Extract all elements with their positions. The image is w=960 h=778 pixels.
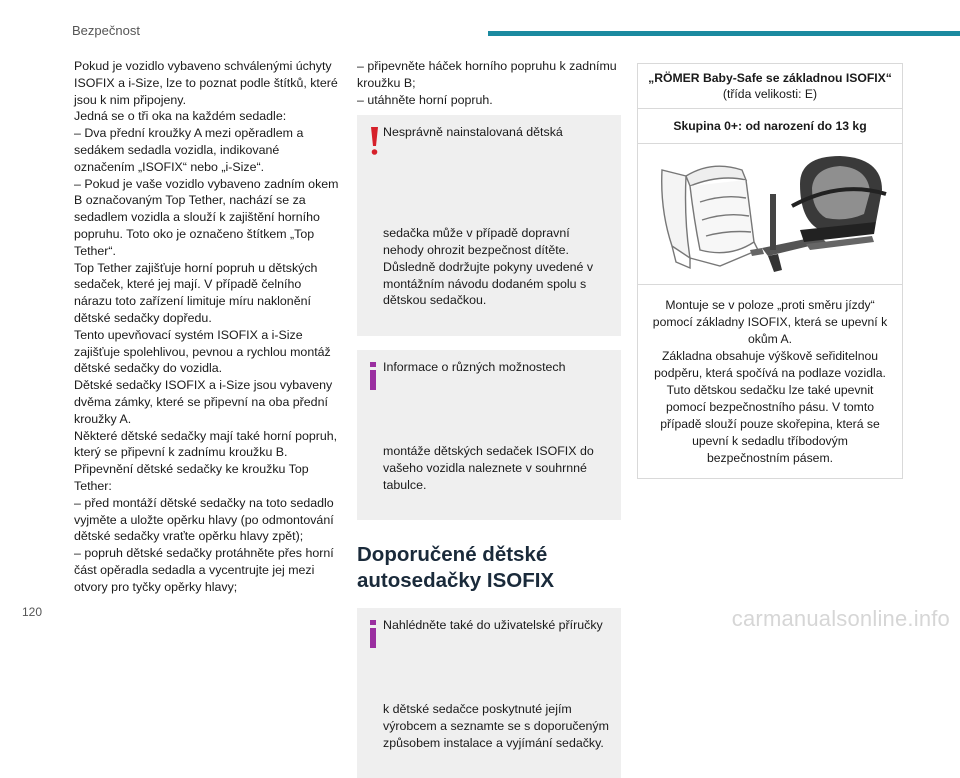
info-icon bbox=[367, 619, 379, 649]
seat-illustration bbox=[638, 144, 902, 285]
info-notice-manufacturer-manual bbox=[357, 608, 621, 778]
watermark: carmanualsonline.info bbox=[731, 606, 950, 631]
seat-weight-group: Skupina 0+: od narození do 13 kg bbox=[638, 109, 902, 144]
warning-notice bbox=[357, 115, 621, 336]
warning-notice-text: sedačka může v případě dopravní nehody ohrozit bezpečnost dítěte. Důsledně dodržujte pokyny uvedené v montážním návodu dodaném spolu s dětskou sedačkou. bbox=[383, 226, 594, 308]
left-column-text: Pokud je vozidlo vybaveno schválenými úchyty ISOFIX a i-Size, lze to poznat podle štítků, které jsou k nim připojeny. Jedná se o tři oka na každém sedadle: – Dva přední kroužky A mezi opěradlem a sedákem sedadla vozidla, indikované označením „ISOFIX“ nebo „i-Size“. – Pokud je vaše vozidlo vybaveno zadním okem B označovaným Top Tether, nachází se za sedadlem vozidla a slouží k zajištění horního popruhu. Toto oko je označeno štítkem „Top Tether“. Top Tether zajišťuje horní popruh u dětských sedaček, které jej mají. V případě čelního nárazu toto zařízení limituje míru naklonění dětské sedačky dopředu. Tento upevňovací systém ISOFIX a i-Size zajišťuje spolehlivou, pevnou a rychlou montáž dětské sedačky do vozidla. Dětské sedačky ISOFIX a i-Size jsou vybaveny dvěma zámky, které se připevní na oba přední kroužky A. Některé dětské sedačky mají také horní popruh, který se připevní k zadnímu kroužku B. Připevnění dětské sedačky ke kroužku Top Tether: – před montáží dětské sedačky na toto sedadlo vyjměte a uložte opěrku hlavy (po odmontování dětské sedačky vraťte opěrku hlavy zpět); – popruh dětské sedačky protáhněte přes horní část opěradla sedadla a vycentrujte jej mezi otvory pro tyčky opěrky hlavy; bbox=[74, 59, 339, 594]
seat-model-name: „RÖMER Baby-Safe se základnou ISOFIX“ bbox=[648, 71, 892, 85]
info-notice-2-text: k dětské sedačce poskytnuté jejím výrobcem a seznamte se s doporučeným způsobem instalace a vyjímání sedačky. bbox=[383, 702, 609, 750]
info-notice-2-lead: Nahlédněte také do uživatelské příručky bbox=[383, 618, 603, 633]
baby-shell-drawing bbox=[792, 156, 886, 250]
child-seat-card bbox=[637, 63, 903, 479]
info-notice-1-lead: Informace o různých možnostech bbox=[383, 359, 566, 374]
page-number: 120 bbox=[22, 605, 43, 619]
info-notice-installation-table bbox=[357, 350, 621, 520]
seat-size-class: (třída velikosti: E) bbox=[722, 87, 818, 101]
seat-outline-drawing bbox=[662, 166, 758, 268]
seat-installation-description: Montuje se v poloze „proti směru jízdy“ pomocí základny ISOFIX, která se upevní k okům A. Základna obsahuje výškově seřiditelnou podpěru, která spočívá na podlaze vozidla. Tuto dětskou sedačku lze také upevnit pomocí bezpečnostního pásu. V tomto případě slouží pouze skořepina, která se upevní k sedadlu tříbodovým bezpečnostním pásem. bbox=[652, 298, 888, 465]
info-notice-1-text: montáže dětských sedaček ISOFIX do vašeho vozidla naleznete v souhrnné tabulce. bbox=[383, 443, 594, 492]
warning-exclamation-icon bbox=[367, 126, 381, 156]
middle-column bbox=[357, 58, 621, 778]
child-seat-illustration bbox=[650, 150, 890, 278]
header-accent-bar bbox=[488, 31, 960, 36]
warning-notice-lead: Nesprávně nainstalovaná dětská bbox=[383, 125, 563, 140]
left-column bbox=[74, 58, 342, 596]
steps-continued: – připevněte háček horního popruhu k zadnímu kroužku B; – utáhněte horní popruh. bbox=[357, 59, 617, 107]
running-head: Bezpečnost bbox=[72, 23, 140, 38]
seat-card-header bbox=[638, 64, 902, 109]
section-title: Doporučené dětské autosedačky ISOFIX bbox=[357, 543, 555, 593]
info-icon bbox=[367, 361, 379, 391]
